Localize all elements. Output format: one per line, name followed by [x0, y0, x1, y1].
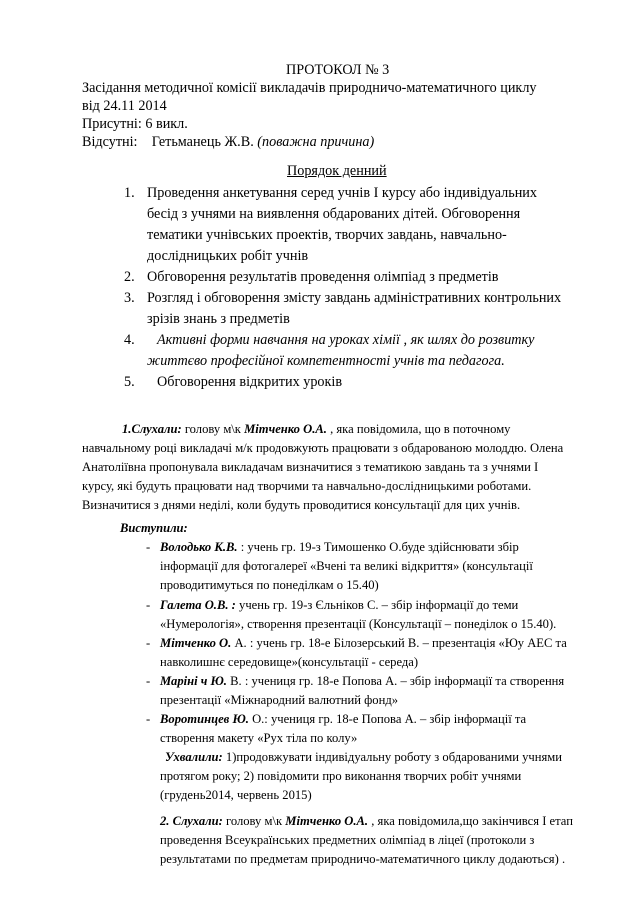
speaker-line	[160, 711, 526, 727]
decided-label: Ухвалили:	[165, 750, 223, 764]
agenda-item-line: Обговорення результатів проведення олімпіад з предметів	[147, 269, 499, 285]
speaker-rest: О.: учениця гр. 18-е Попова А. – збір інформації та	[252, 712, 527, 726]
speaker-line: створення макету «Рух тіла по колу»	[160, 731, 358, 745]
present-line: Присутні: 6 викл.	[82, 116, 188, 132]
speaker-name: Володько К.В.	[160, 540, 238, 554]
meeting-date: від 24.11 2014	[82, 98, 167, 114]
bullet-dash: -	[146, 540, 151, 554]
bullet-dash: -	[146, 598, 151, 612]
speaker-line	[160, 597, 518, 613]
agenda-item-line: Активні форми навчання на уроках хімії , як шлях до розвитку	[157, 332, 535, 348]
decided-line	[165, 749, 562, 765]
section1-line: Визначитися з днями неділі, коли будуть проводитися консультації для цих учнів.	[82, 498, 521, 512]
decided-text: 1)продовжувати індивідуальну роботу з обдарованими учнями	[225, 750, 562, 764]
speaker-name: Мітченко О.	[160, 636, 232, 650]
section2-line: результатами по предметам природничо-математичного циклу додаються) .	[160, 852, 566, 866]
agenda-num: 2.	[124, 269, 135, 285]
section2-heard	[160, 813, 573, 829]
agenda-title: Порядок денний	[287, 163, 387, 179]
speaker-rest: А. : учень гр. 18-е Білозерський В. – презентація «Юу АЕС та	[234, 636, 567, 650]
bullet-dash: -	[146, 712, 151, 726]
section1-line: курсу, які будуть працювати над творчими та навчально-дослідницькими роботами.	[82, 479, 532, 493]
speaker-line	[160, 673, 564, 689]
heard-rest: , яка повідомила, що в поточному	[330, 422, 511, 436]
agenda-num: 1.	[124, 185, 135, 201]
heard-pre: голову м\к	[225, 814, 283, 828]
heard-label: 2. Слухали:	[160, 814, 223, 828]
speaker-name: Маріні ч Ю.	[160, 674, 227, 688]
bullet-dash: -	[146, 674, 151, 688]
agenda-item-line: дослідницьких робіт учнів	[147, 248, 309, 264]
speaker-line: презентації «Міжнародний валютний фонд»	[160, 693, 399, 707]
section1-heard	[122, 421, 510, 437]
agenda-num: 4.	[124, 332, 135, 348]
heard-name: Мітченко О.А.	[244, 422, 327, 436]
agenda-num: 5.	[124, 374, 135, 390]
section2-line: проведення Всеукраїнських предметних олімпіад в ліцеї (протоколи з	[160, 833, 535, 847]
heard-label: 1.Слухали:	[122, 422, 182, 436]
absent-label: Відсутні:	[82, 134, 138, 150]
decided-line: (грудень2014, червень 2015)	[160, 788, 312, 802]
meeting-line: Засідання методичної комісії викладачів природничо-математичного циклу	[82, 80, 537, 96]
section1-line: Анатоліївна пропонувала викладачам визначитися з тематикою завдань та з учнями І	[82, 460, 539, 474]
speaker-line	[160, 635, 567, 651]
speakers-title: Виступили:	[120, 521, 188, 535]
absent-name: Гетьманець Ж.В.	[151, 134, 254, 150]
speaker-name: Воротинцев Ю.	[160, 712, 249, 726]
heard-pre: голову м\к	[184, 422, 241, 436]
speaker-line: інформації для фотогалереї «Вчені та великі відкриття» (консультації	[160, 559, 533, 573]
section1-line: навчальному році викладачі м/к продовжують працювати з обдарованою молоддю. Олена	[82, 441, 564, 455]
agenda-item-line: Розгляд і обговорення змісту завдань адміністративних контрольних	[147, 290, 562, 306]
protocol-title: ПРОТОКОЛ № 3	[286, 62, 390, 78]
agenda-item-line: тематики учнівських проектів, творчих завдань, навчально-	[147, 227, 507, 243]
agenda-item-line: Обговорення відкритих уроків	[157, 374, 343, 390]
speaker-rest: : учень гр. 19-з Тимошенко О.буде здійснювати збір	[240, 540, 519, 554]
bullet-dash: -	[146, 636, 151, 650]
speaker-line: проводитимуться по понеділкам о 15.40)	[160, 578, 379, 592]
agenda-item-line: зрізів знань з предметів	[147, 311, 290, 327]
absent-reason: (поважна причина)	[257, 134, 375, 150]
agenda-item-line: бесід з учнями на виявлення обдарованих дітей. Обговорення	[147, 206, 521, 222]
speaker-line	[160, 539, 519, 555]
heard-name: Мітченко О.А.	[285, 814, 369, 828]
agenda-item-line: життєво професійної компетентності учнів та педагога.	[147, 353, 505, 369]
heard-rest: , яка повідомила,що закінчився І етап	[371, 814, 573, 828]
absent-line	[82, 133, 374, 151]
speaker-name: Галета О.В. :	[160, 598, 236, 612]
agenda-item-line: Проведення анкетування серед учнів І курсу або індивідуальних	[147, 185, 537, 201]
speaker-rest: учень гр. 19-з Єльніков С. – збір інформації до теми	[239, 598, 519, 612]
agenda-num: 3.	[124, 290, 135, 306]
speaker-line: навколишнє середовище»(консультації - середа)	[160, 655, 419, 669]
speaker-rest: В. : учениця гр. 18-е Попова А. – збір інформації та створення	[230, 674, 565, 688]
speaker-line: «Нумерологія», створення презентації (Консультації – понеділок о 15.40).	[160, 617, 557, 631]
decided-line: протягом року; 2) повідомити про виконання творчих робіт учнями	[160, 769, 522, 783]
